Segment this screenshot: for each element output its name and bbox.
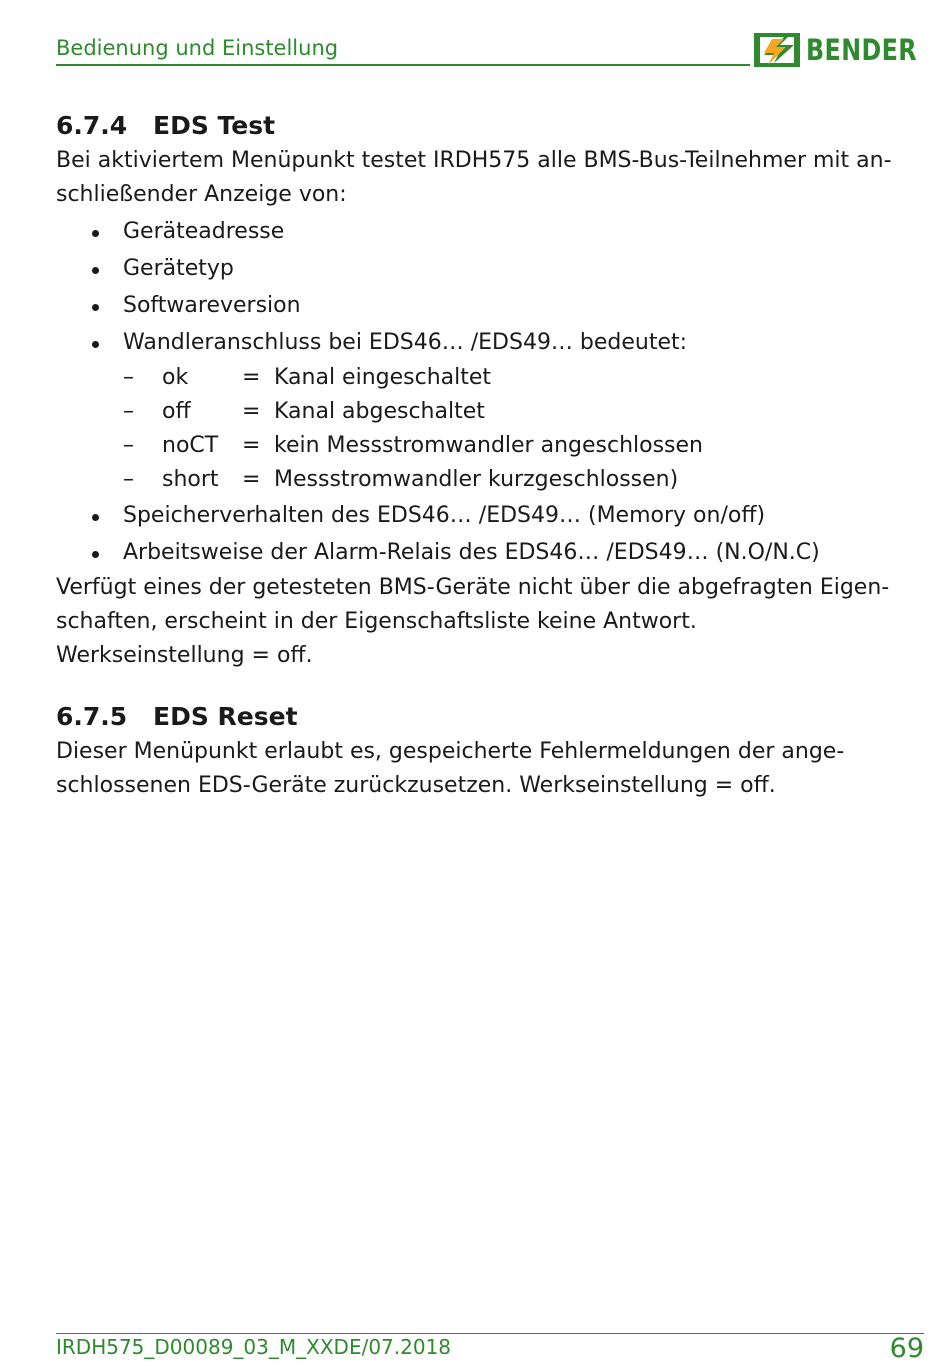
sublist-item xyxy=(123,361,918,395)
list-item: Wandleranschluss bei EDS46… /EDS49… bedeutet: xyxy=(56,324,918,361)
header-title: Bedienung und Einstellung xyxy=(56,36,339,60)
status-key: noCT xyxy=(162,433,219,458)
sublist-item xyxy=(123,429,918,463)
status-value: Kanal eingeschaltet xyxy=(274,365,492,390)
equals-sign: = xyxy=(242,433,261,458)
equals-sign: = xyxy=(242,365,261,390)
factory-setting: Werkseinstellung = off. xyxy=(56,643,313,668)
page-footer xyxy=(56,1333,924,1369)
page-content xyxy=(56,108,918,803)
list-item: Arbeitsweise der Alarm-Relais des EDS46… /EDS49… (N.O/N.C) xyxy=(56,534,918,571)
equals-sign: = xyxy=(242,467,261,492)
page-header xyxy=(56,32,926,72)
sublist-item xyxy=(123,395,918,429)
page-number: 69 xyxy=(889,1333,924,1364)
section-number: 6.7.5 xyxy=(56,702,128,731)
list-item: Geräteadresse xyxy=(56,213,918,250)
document-id: IRDH575_D00089_03_M_XXDE/07.2018 xyxy=(56,1335,452,1359)
list-item: Gerätetyp xyxy=(56,250,918,287)
dash: – xyxy=(123,399,134,424)
status-key: short xyxy=(162,467,219,492)
section-674-heading xyxy=(56,108,918,144)
reset-line-1: Dieser Menüpunkt erlaubt es, gespeicherte Fehlermeldungen der ange- xyxy=(56,739,845,764)
equals-sign: = xyxy=(242,399,261,424)
intro-line-2: schließender Anzeige von: xyxy=(56,182,347,207)
status-key: ok xyxy=(162,365,189,390)
feature-list-continued xyxy=(56,497,918,571)
list-item: Softwareversion xyxy=(56,287,918,324)
status-value: Messstromwandler kurzgeschlossen) xyxy=(274,467,679,492)
status-key: off xyxy=(162,399,191,424)
section-675-heading xyxy=(56,699,918,735)
dash: – xyxy=(123,365,134,390)
list-item: Speicherverhalten des EDS46… /EDS49… (Memory on/off) xyxy=(56,497,918,534)
reset-line-2: schlossenen EDS-Geräte zurückzusetzen. Werkseinstellung = off. xyxy=(56,773,776,798)
feature-list xyxy=(56,213,918,361)
header-rule xyxy=(56,64,750,66)
section-number: 6.7.4 xyxy=(56,111,128,140)
outro-line-2: schaften, erscheint in der Eigenschaftsliste keine Antwort. xyxy=(56,609,697,634)
logo-wordmark: BENDER xyxy=(806,33,918,67)
section-title: EDS Test xyxy=(153,111,276,140)
footer-rule xyxy=(56,1333,924,1334)
connection-status-list xyxy=(123,361,918,497)
status-value: Kanal abgeschaltet xyxy=(274,399,485,424)
section-title: EDS Reset xyxy=(153,702,298,731)
bender-logo xyxy=(754,32,926,68)
outro-line-1: Verfügt eines der getesteten BMS-Geräte nicht über die abgefragten Eigen- xyxy=(56,575,890,600)
dash: – xyxy=(123,467,134,492)
intro-line-1: Bei aktiviertem Menüpunkt testet IRDH575 alle BMS-Bus-Teilnehmer mit an- xyxy=(56,148,892,173)
status-value: kein Messstromwandler angeschlossen xyxy=(274,433,703,458)
dash: – xyxy=(123,433,134,458)
bender-logo-icon xyxy=(754,33,800,67)
sublist-item xyxy=(123,463,918,497)
